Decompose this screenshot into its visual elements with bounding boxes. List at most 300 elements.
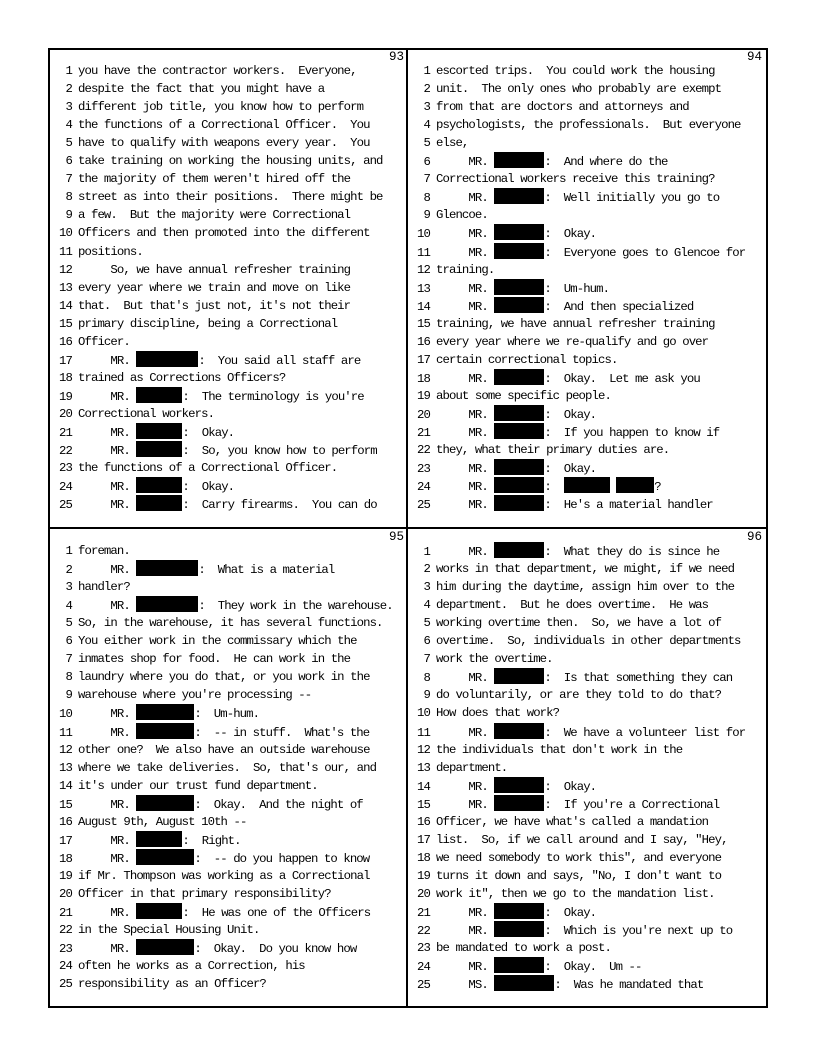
line-text: MR. [436,191,495,206]
line-text: have to qualify with weapons every year. You [78,136,370,151]
line-number: 9 [65,208,72,223]
transcript-line [50,62,408,80]
redaction-bar [494,369,544,385]
line-number: 20 [417,886,430,901]
line-number: 25 [59,498,72,513]
transcript-line [408,206,766,224]
line-number: 17 [417,352,430,367]
line-number: 14 [59,778,72,793]
line-number: 22 [59,923,72,938]
line-number: 15 [59,316,72,331]
transcript-line [408,795,766,813]
line-text: warehouse where you're processing -- [78,688,312,703]
line-number: 1 [65,544,72,558]
line-text: in the Special Housing Unit. [78,923,260,938]
line-text: : -- in stuff. What's the [194,725,370,740]
line-text: MR. [78,942,137,957]
transcript-line [408,80,766,98]
transcript-line [408,459,766,477]
line-text: : Okay. [544,779,597,794]
line-text: positions. [78,244,143,259]
line-text: MR. [436,725,495,740]
line-text: MR. [436,462,495,477]
line-number: 24 [417,960,430,975]
line-text: handler? [78,580,130,595]
line-number: 20 [59,886,72,901]
line-number: 14 [59,298,72,313]
line-number: 11 [417,725,430,740]
line-number: 8 [65,670,72,685]
line-number: 6 [65,154,72,169]
line-number: 11 [417,245,430,260]
line-number: 19 [417,388,430,403]
redaction-bar [494,423,544,439]
transcript-line [408,596,766,614]
line-number: 24 [59,480,72,495]
transcript-line [50,759,408,777]
transcript-page-94 [408,50,766,526]
line-number: 17 [59,353,72,368]
transcript-line [408,369,766,387]
line-text: : [544,480,564,495]
line-text: August 9th, August 10th -- [78,814,247,829]
transcript-line [50,315,408,333]
transcript-line [50,333,408,351]
line-text: MR. [436,960,495,975]
line-text: take training on working the housing units, and [78,154,383,169]
line-text: MR. [436,671,495,686]
line-text: You either work in the commissary which the [78,634,357,649]
transcript-line [408,351,766,369]
line-text: works in that department, we might, if we need [436,562,735,577]
line-number: 19 [59,868,72,883]
redaction-bar [136,351,198,367]
line-text: : Okay. [544,906,597,920]
line-text: often he works as a Correction, his [78,959,305,974]
line-number: 7 [423,172,430,187]
line-text: where we take deliveries. So, that's our, and [78,760,377,775]
line-number: 14 [417,299,430,314]
transcript-line [408,939,766,957]
line-number: 25 [417,978,430,993]
transcript-line [50,885,408,903]
line-text: be mandated to work a post. [436,941,611,956]
redaction-bar [494,405,544,421]
line-text: if Mr. Thompson was working as a Correctional [78,868,370,883]
redaction-bar [136,560,198,576]
transcript-line [408,152,766,170]
line-number: 16 [417,814,430,829]
transcript-line [408,903,766,921]
line-text: : We have a volunteer list for [544,725,746,740]
transcript-line [50,188,408,206]
line-number: 12 [417,262,430,277]
line-text: MR. [78,426,137,440]
transcript-line [50,849,408,867]
line-number: 12 [59,262,72,277]
redaction-bar [494,957,544,973]
line-text: about some specific people. [436,388,611,403]
line-number: 11 [59,244,72,259]
line-number: 6 [423,155,430,170]
redaction-bar [494,921,544,937]
transcript-line [408,560,766,578]
line-number: 1 [423,545,430,559]
transcript-line [408,315,766,333]
line-number: 5 [423,616,430,631]
line-number: 4 [423,118,430,133]
line-number: 7 [423,652,430,667]
line-text: : They work in the warehouse. [198,599,393,614]
line-number: 14 [417,779,430,794]
line-number: 20 [417,407,430,422]
line-text: psychologists, the professionals. But everyone [436,118,741,133]
line-number: 9 [423,208,430,223]
transcript-line [408,957,766,975]
redaction-bar [564,477,610,493]
transcript-line [408,650,766,668]
line-text: So, we have annual refresher training [78,262,351,277]
transcript-line [50,957,408,975]
line-text: : He was one of the Officers [182,906,371,920]
line-text: How does that work? [436,706,560,721]
transcript-line [50,297,408,315]
line-text: Correctional workers. [78,406,215,421]
line-text: MR. [78,707,137,722]
line-number: 3 [65,100,72,115]
transcript-line [408,477,766,495]
transcript-line [50,867,408,885]
transcript-line [408,741,766,759]
transcript-line [408,405,766,423]
redaction-bar [494,975,554,991]
transcript-line [408,849,766,867]
line-text: ? [654,480,661,495]
redaction-bar [494,723,544,739]
line-number: 10 [417,227,430,242]
line-text: laundry where you do that, or you work in the [78,670,370,685]
line-text: MR. [78,833,137,848]
line-text: : Okay. And the night of [194,797,363,812]
line-number: 5 [423,136,430,151]
line-text: MR. [436,371,495,386]
line-text: MR. [78,480,137,495]
transcript-line [408,578,766,596]
redaction-bar [494,477,544,493]
transcript-line [408,188,766,206]
line-text: the functions of a Correctional Officer. You [78,118,370,133]
line-number: 11 [59,725,72,740]
line-text: MR. [436,407,495,422]
line-number: 6 [423,634,430,649]
line-number: 7 [65,172,72,187]
transcript-line [50,423,408,441]
line-text: training, we have annual refresher training [436,316,715,331]
redaction-bar [494,224,544,240]
transcript-line [50,813,408,831]
line-number: 2 [65,82,72,97]
line-text: : Okay. [544,227,597,242]
line-text: foreman. [78,544,130,558]
line-text: working overtime then. So, we have a lot of [436,616,722,631]
line-text: department. But he does overtime. He was [436,598,709,613]
transcript-line [408,297,766,315]
transcript-line [50,98,408,116]
line-text: : Okay. [544,407,597,422]
redaction-bar [494,152,544,168]
transcript-line [408,632,766,650]
line-text: we need somebody to work this", and everyone [436,850,722,865]
transcript-line [50,369,408,387]
line-text: : Which is you're next up to [544,924,733,939]
transcript-line [408,668,766,686]
transcript-line [50,578,408,596]
transcript-line [408,723,766,741]
transcript-line [408,279,766,297]
line-number: 4 [65,118,72,133]
line-number: 5 [65,616,72,631]
transcript-line [50,723,408,741]
redaction-bar [494,297,544,313]
line-number: 21 [59,426,72,440]
line-text: every year where we re-qualify and go over [436,334,709,349]
line-text: : If you're a Correctional [544,797,720,812]
line-text: trained as Corrections Officers? [78,370,286,385]
transcript-line [50,939,408,957]
transcript-line [408,686,766,704]
redaction-bar [136,849,194,865]
line-number: 18 [59,851,72,866]
redaction-bar [136,723,194,739]
line-text: different job title, you know how to perform [78,100,364,115]
transcript-line [50,206,408,224]
line-number: 23 [59,461,72,476]
line-number: 8 [423,671,430,686]
line-text: else, [436,136,469,151]
line-text: primary discipline, being a Correctional [78,316,338,331]
transcript-line [50,224,408,242]
transcript-line [408,867,766,885]
transcript-line [408,885,766,903]
line-text: : You said all staff are [198,353,361,368]
line-text: : Okay. Do you know how [194,942,357,957]
redaction-bar [136,596,198,612]
line-text: MS. [436,978,495,993]
line-text: you have the contractor workers. Everyone, [78,64,357,78]
transcript-line [50,351,408,369]
line-text: MR. [436,281,495,296]
line-number: 12 [417,742,430,757]
line-text: : Okay. [544,462,597,477]
line-number: 13 [59,280,72,295]
line-text: MR. [436,779,495,794]
redaction-bar [136,831,182,847]
line-text: MR. [78,353,137,368]
line-number: 24 [59,959,72,974]
redaction-bar [494,777,544,793]
transcript-line [408,759,766,777]
redaction-bar [494,542,544,558]
line-number: 17 [417,832,430,847]
transcript-line [408,614,766,632]
line-text: : And then specialized [544,299,694,314]
line-number: 21 [417,426,430,440]
transcript-line [50,170,408,188]
line-number: 8 [65,190,72,205]
transcript-line [408,261,766,279]
line-text: MR. [78,498,137,513]
transcript-line [50,795,408,813]
redaction-bar [494,459,544,475]
redaction-bar [136,939,194,955]
line-text: MR. [78,851,137,866]
line-text: work it", then we go to the mandation list. [436,886,715,901]
transcript-line [50,668,408,686]
line-text: overtime. So, individuals in other departments [436,634,741,649]
redaction-bar [136,423,182,439]
transcript-line [50,405,408,423]
line-text: department. [436,760,508,775]
transcript-line [50,921,408,939]
redaction-bar [494,795,544,811]
row-divider [48,527,768,529]
transcript-line [50,279,408,297]
line-text: they, what their primary duties are. [436,443,670,458]
line-text: work the overtime. [436,652,553,667]
line-text: So, in the warehouse, it has several functions. [78,616,383,631]
line-text: every year where we train and move on like [78,280,351,295]
line-number: 10 [59,226,72,241]
line-number: 9 [65,688,72,703]
redaction-bar [494,279,544,295]
line-number: 21 [59,906,72,920]
line-number: 8 [423,191,430,206]
transcript-line [50,560,408,578]
transcript-line [408,921,766,939]
line-number: 13 [417,281,430,296]
line-number: 19 [417,868,430,883]
line-text: : The terminology is you're [182,389,364,404]
line-number: 2 [423,562,430,577]
line-text: MR. [78,797,137,812]
line-text: the functions of a Correctional Officer. [78,461,338,476]
transcript-line [50,777,408,795]
transcript-line [50,243,408,261]
redaction-bar [494,243,544,259]
line-text: : What they do is since he [544,545,720,559]
transcript-line [408,224,766,242]
transcript-line [50,704,408,722]
line-number: 12 [59,742,72,757]
line-text: : Okay. Um -- [544,960,642,975]
line-number: 1 [65,64,72,78]
line-text: turns it down and says, "No, I don't want to [436,868,722,883]
line-text: street as into their positions. There might be [78,190,383,205]
line-text: MR. [436,227,495,242]
line-text: : Okay. [182,480,235,495]
transcript-line [50,495,408,513]
line-text: Officer in that primary responsibility? [78,886,331,901]
transcript-line [50,614,408,632]
line-text: certain correctional topics. [436,352,618,367]
line-text: : What is a material [198,563,335,578]
transcript-line [50,152,408,170]
line-number: 2 [423,82,430,97]
line-text: : So, you know how to perform [182,444,377,459]
line-text: unit. The only ones who probably are exempt [436,82,722,97]
line-number: 3 [423,580,430,595]
transcript-line [408,423,766,441]
line-number: 19 [59,389,72,404]
line-number: 7 [65,652,72,667]
line-number: 25 [59,977,72,992]
line-text: MR. [78,389,137,404]
transcript-line [408,704,766,722]
line-text: : Was he mandated that [554,978,704,993]
line-text: that. But that's just not, it's not their [78,298,351,313]
line-text: MR. [436,924,495,939]
transcript-line [408,831,766,849]
line-text: him during the daytime, assign him over to the [436,580,735,595]
line-text: training. [436,262,495,277]
transcript-line [408,333,766,351]
page-number: 96 [746,530,762,544]
line-number: 17 [59,833,72,848]
line-text: it's under our trust fund department. [78,778,318,793]
line-number: 13 [417,760,430,775]
line-text: Glencoe. [436,208,488,223]
line-text: inmates shop for food. He can work in the [78,652,351,667]
line-number: 18 [417,850,430,865]
transcript-line [50,134,408,152]
transcript-line [408,62,766,80]
redaction-bar [136,795,194,811]
line-text: MR. [436,906,495,920]
line-text: Correctional workers receive this training? [436,172,715,187]
line-text: : If you happen to know if [544,426,720,440]
line-text: MR. [78,906,137,920]
line-text: : Well initially you go to [544,191,720,206]
transcript-line [408,170,766,188]
line-number: 25 [417,498,430,513]
line-text: MR. [436,498,495,513]
line-number: 3 [65,580,72,595]
transcript-line [50,632,408,650]
transcript-line [408,243,766,261]
line-number: 24 [417,480,430,495]
line-number: 15 [417,797,430,812]
line-text: : Is that something they can [544,671,733,686]
line-number: 2 [65,563,72,578]
transcript-line [50,441,408,459]
line-number: 13 [59,760,72,775]
redaction-bar [494,668,544,684]
line-number: 16 [59,814,72,829]
line-number: 4 [65,599,72,614]
line-text: other one? We also have an outside warehouse [78,742,370,757]
line-number: 1 [423,64,430,78]
line-number: 15 [59,797,72,812]
transcript-line [50,459,408,477]
line-text: : Carry firearms. You can do [182,498,377,513]
transcript-line [408,134,766,152]
line-text: : Um-hum. [544,281,610,296]
transcript-line [50,903,408,921]
line-number: 18 [59,370,72,385]
line-text: MR. [78,444,137,459]
line-number: 23 [59,942,72,957]
line-number: 23 [417,941,430,956]
